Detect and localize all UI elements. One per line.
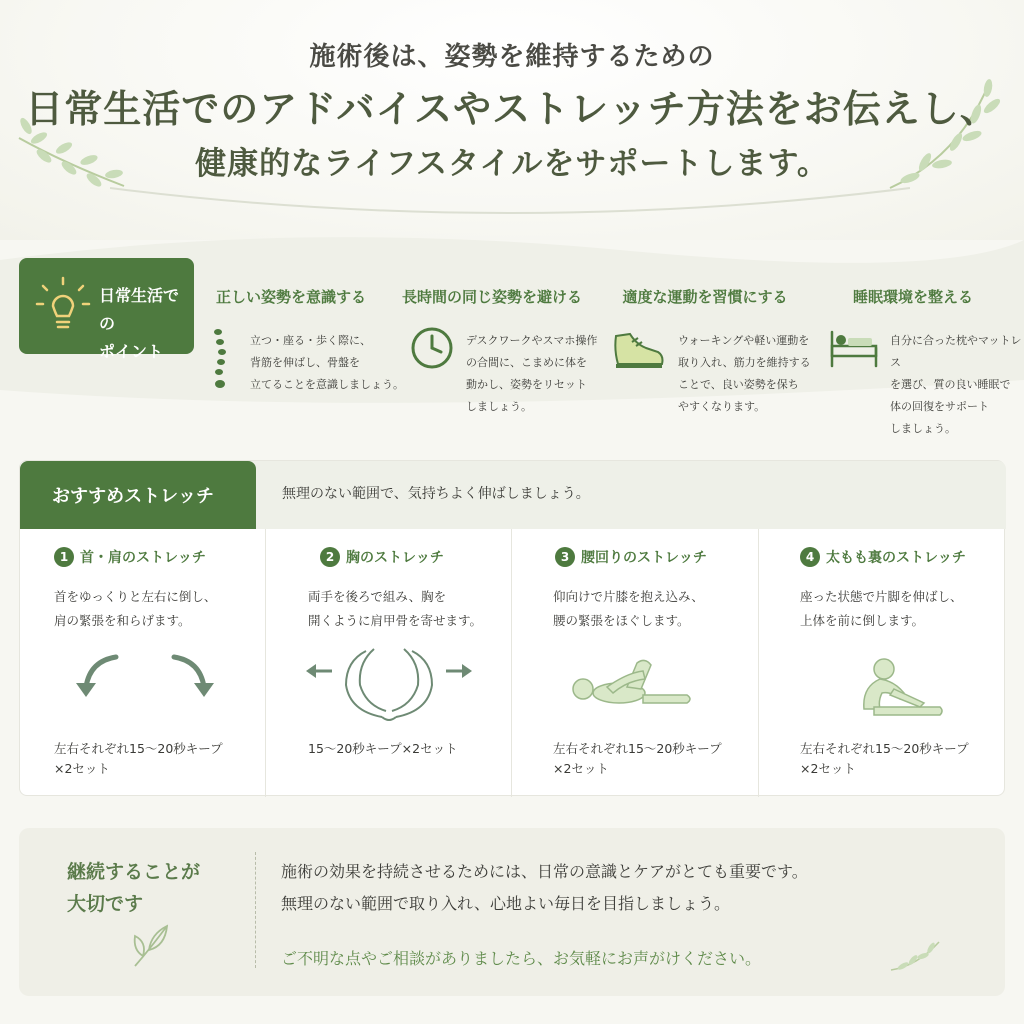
stretch-card-desc xyxy=(553,585,753,633)
chest-stretch-icon xyxy=(304,641,474,725)
hero-section xyxy=(0,0,1024,240)
stretch-card-keep xyxy=(553,739,753,779)
stretch-card-keep xyxy=(308,739,508,759)
closing-title xyxy=(67,856,200,920)
point-2-desc-line: の合間に、こまめに体を xyxy=(466,356,587,369)
stretch-desc-line: 腰の緊張をほぐします。 xyxy=(553,613,690,628)
point-2-desc-line: しましょう。 xyxy=(466,400,532,413)
stretch-card-4 xyxy=(760,529,1006,797)
sprig-icon xyxy=(889,938,943,974)
badge-line-2: ポイント xyxy=(99,342,164,361)
lower-back-stretch-figure xyxy=(567,649,697,719)
point-2-desc-line: デスクワークやスマホ操作 xyxy=(466,334,598,347)
stretch-card-2 xyxy=(266,529,512,797)
point-3-desc xyxy=(678,330,811,418)
neck-stretch-arrows-icon xyxy=(60,647,230,717)
hero-divider-curve xyxy=(110,168,910,228)
stretch-desc-line: 両手を後ろで組み、胸を xyxy=(308,589,447,604)
stretch-desc-line: 肩の緊張を和らげます。 xyxy=(54,613,191,628)
stretch-card-desc xyxy=(54,585,254,633)
closing-text-line: 無理のない範囲で取り入れ、心地よい毎日を目指しましょう。 xyxy=(281,894,730,913)
point-4-desc-line: 体の回復をサポート xyxy=(890,400,989,413)
point-1-desc-line: 立つ・座る・歩く際に、 xyxy=(250,334,371,347)
point-3-desc-line: ことで、良い姿勢を保ち xyxy=(678,378,799,391)
point-3-title: 適度な運動を習慣にする xyxy=(622,288,788,306)
leaf-icon xyxy=(129,920,173,970)
stretch-card-title-text: 首・肩のストレッチ xyxy=(80,550,206,566)
point-1-desc-line: 背筋を伸ばし、骨盤を xyxy=(250,356,360,369)
stretch-card-desc xyxy=(308,585,508,633)
closing-divider xyxy=(255,852,256,968)
stretch-card-title-text: 太もも裏のストレッチ xyxy=(826,550,966,566)
stretch-card-title xyxy=(54,547,206,567)
point-4-desc-line: しましょう。 xyxy=(890,422,956,435)
bed-icon xyxy=(828,328,880,370)
closing-text xyxy=(281,856,808,920)
closing-title-line: 大切です xyxy=(67,893,144,915)
point-2-desc-line: 動かし、姿勢をリセット xyxy=(466,378,587,391)
step-number-badge: 1 xyxy=(54,547,74,567)
point-4-desc-line: 自分に合った枕やマットレス xyxy=(890,334,1022,369)
point-2-title: 長時間の同じ姿勢を避ける xyxy=(401,288,582,306)
closing-title-line: 継続することが xyxy=(67,861,201,883)
stretch-keep-line: 左右それぞれ15〜20秒キープ xyxy=(54,741,223,756)
hamstring-stretch-figure xyxy=(844,657,944,719)
stretch-desc-line: 開くように肩甲骨を寄せます。 xyxy=(308,613,483,628)
point-1-desc xyxy=(250,330,404,396)
point-2-desc xyxy=(466,330,597,418)
step-number-badge: 4 xyxy=(800,547,820,567)
point-1-desc-line: 立てることを意識しましょう。 xyxy=(250,378,404,391)
stretch-desc-line: 仰向けで片膝を抱え込み、 xyxy=(553,589,704,604)
point-3-desc-line: ウォーキングや軽い運動を xyxy=(678,334,810,347)
point-4-desc-line: を選び、質の良い睡眠で xyxy=(890,378,1011,391)
clock-icon xyxy=(410,326,454,370)
stretch-desc-line: 首をゆっくりと左右に倒し、 xyxy=(54,589,217,604)
point-3-desc-line: 取り入れ、筋力を維持する xyxy=(678,356,811,369)
stretch-card-1 xyxy=(20,529,266,797)
hero-line-3: 健康的なライフスタイルをサポートします。 xyxy=(195,146,829,182)
point-3-desc-line: やすくなります。 xyxy=(678,400,766,413)
stretch-keep-line: 左右それぞれ15〜20秒キープ xyxy=(800,741,969,756)
stretch-card-3 xyxy=(513,529,759,797)
stretch-panel xyxy=(19,460,1005,796)
closing-cta: ご不明な点やご相談がありましたら、お気軽にお声がけください。 xyxy=(281,949,762,968)
badge-line-1: 日常生活での xyxy=(99,286,180,333)
stretch-desc-line: 座った状態で片脚を伸ばし、 xyxy=(800,589,963,604)
hero-line-1: 施術後は、姿勢を維持するための xyxy=(309,42,715,72)
stretch-desc-line: 上体を前に倒します。 xyxy=(800,613,925,628)
step-number-badge: 3 xyxy=(555,547,575,567)
stretch-card-keep xyxy=(800,739,1000,779)
closing-section xyxy=(19,828,1005,996)
stretch-keep-line: 15〜20秒キープ×2セット xyxy=(308,741,458,756)
point-1-title: 正しい姿勢を意識する xyxy=(215,288,366,306)
lightbulb-icon xyxy=(33,276,93,336)
stretch-card-title-text: 胸のストレッチ xyxy=(346,550,444,566)
stretch-card-title-text: 腰回りのストレッチ xyxy=(581,550,707,566)
stretch-keep-line: ×2セット xyxy=(800,761,856,776)
stretch-keep-line: ×2セット xyxy=(54,761,110,776)
point-4-desc xyxy=(890,330,1024,440)
stretch-keep-line: ×2セット xyxy=(553,761,609,776)
stretch-card-title xyxy=(555,547,707,567)
hero-line-2: 日常生活でのアドバイスやストレッチ方法をお伝えし、 xyxy=(25,87,999,131)
stretch-card-desc xyxy=(800,585,1000,633)
step-number-badge: 2 xyxy=(320,547,340,567)
point-4-title: 睡眠環境を整える xyxy=(852,288,973,306)
stretch-tab: おすすめストレッチ xyxy=(20,461,256,529)
closing-text-line: 施術の効果を持続させるためには、日常の意識とケアがとても重要です。 xyxy=(281,862,808,881)
stretch-card-keep xyxy=(54,739,254,779)
stretch-card-title xyxy=(320,547,444,567)
stretch-card-title xyxy=(800,547,966,567)
daily-points-badge xyxy=(19,258,194,361)
stretch-subtitle: 無理のない範囲で、気持ちよく伸ばしましょう。 xyxy=(282,486,590,502)
stretch-keep-line: 左右それぞれ15〜20秒キープ xyxy=(553,741,722,756)
shoe-icon xyxy=(610,326,666,372)
spine-icon xyxy=(208,326,232,392)
